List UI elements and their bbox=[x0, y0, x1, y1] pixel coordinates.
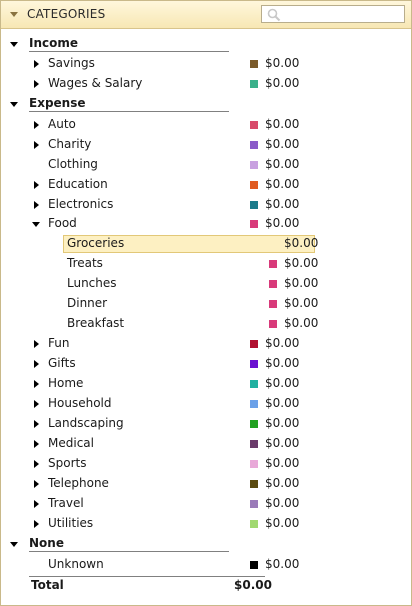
color-swatch bbox=[250, 60, 258, 68]
amount: $0.00 bbox=[284, 316, 319, 330]
amount: $0.00 bbox=[265, 416, 300, 430]
category-electronics[interactable]: Electronics bbox=[48, 197, 114, 211]
expand-telephone-icon[interactable] bbox=[34, 480, 39, 488]
expand-education-icon[interactable] bbox=[34, 181, 39, 189]
color-swatch bbox=[250, 360, 258, 368]
expand-travel-icon[interactable] bbox=[34, 500, 39, 508]
color-swatch bbox=[250, 460, 258, 468]
amount: $0.00 bbox=[265, 356, 300, 370]
expand-auto-icon[interactable] bbox=[34, 121, 39, 129]
color-swatch bbox=[250, 440, 258, 448]
color-swatch bbox=[250, 500, 258, 508]
expand-charity-icon[interactable] bbox=[34, 141, 39, 149]
category-savings[interactable]: Savings bbox=[48, 56, 95, 70]
amount: $0.00 bbox=[284, 236, 319, 250]
amount: $0.00 bbox=[265, 76, 300, 90]
color-swatch bbox=[250, 420, 258, 428]
color-swatch bbox=[250, 161, 258, 169]
expand-fun-icon[interactable] bbox=[34, 340, 39, 348]
amount: $0.00 bbox=[265, 516, 300, 530]
search-icon bbox=[267, 8, 281, 22]
amount: $0.00 bbox=[265, 476, 300, 490]
category-household[interactable]: Household bbox=[48, 396, 112, 410]
category-dinner[interactable]: Dinner bbox=[67, 296, 108, 310]
category-sports[interactable]: Sports bbox=[48, 456, 87, 470]
expand-electronics-icon[interactable] bbox=[34, 201, 39, 209]
category-medical[interactable]: Medical bbox=[48, 436, 94, 450]
amount: $0.00 bbox=[284, 296, 319, 310]
color-swatch bbox=[250, 141, 258, 149]
expand-landscaping-icon[interactable] bbox=[34, 420, 39, 428]
group-divider bbox=[29, 551, 229, 552]
category-breakfast[interactable]: Breakfast bbox=[67, 316, 125, 330]
color-swatch bbox=[250, 220, 258, 228]
panel-header bbox=[1, 1, 411, 29]
amount: $0.00 bbox=[265, 336, 300, 350]
color-swatch bbox=[250, 181, 258, 189]
collapse-expense-icon[interactable] bbox=[10, 102, 18, 107]
amount: $0.00 bbox=[284, 276, 319, 290]
category-gifts[interactable]: Gifts bbox=[48, 356, 76, 370]
amount: $0.00 bbox=[265, 117, 300, 131]
total-amount: $0.00 bbox=[234, 578, 272, 592]
group-divider bbox=[29, 51, 229, 52]
category-landscaping[interactable]: Landscaping bbox=[48, 416, 124, 430]
category-charity[interactable]: Charity bbox=[48, 137, 92, 151]
total-divider bbox=[29, 576, 265, 577]
group-divider bbox=[29, 111, 229, 112]
panel-title: CATEGORIES bbox=[27, 7, 106, 21]
category-unknown[interactable]: Unknown bbox=[48, 557, 104, 571]
amount: $0.00 bbox=[265, 456, 300, 470]
amount: $0.00 bbox=[265, 197, 300, 211]
group-income[interactable]: Income bbox=[29, 36, 79, 50]
category-clothing[interactable]: Clothing bbox=[48, 157, 98, 171]
total-label: Total bbox=[31, 578, 64, 592]
category-utilities[interactable]: Utilities bbox=[48, 516, 94, 530]
expand-medical-icon[interactable] bbox=[34, 440, 39, 448]
category-food[interactable]: Food bbox=[48, 216, 77, 230]
color-swatch bbox=[250, 561, 258, 569]
category-treats[interactable]: Treats bbox=[67, 256, 103, 270]
color-swatch bbox=[250, 380, 258, 388]
color-swatch bbox=[250, 201, 258, 209]
expand-utilities-icon[interactable] bbox=[34, 520, 39, 528]
expand-home-icon[interactable] bbox=[34, 380, 39, 388]
category-home[interactable]: Home bbox=[48, 376, 84, 390]
amount: $0.00 bbox=[265, 137, 300, 151]
category-fun[interactable]: Fun bbox=[48, 336, 70, 350]
group-expense[interactable]: Expense bbox=[29, 96, 86, 110]
color-swatch bbox=[269, 320, 277, 328]
group-none[interactable]: None bbox=[29, 536, 64, 550]
category-groceries[interactable]: Groceries bbox=[67, 236, 125, 250]
color-swatch bbox=[269, 260, 277, 268]
amount: $0.00 bbox=[265, 56, 300, 70]
amount: $0.00 bbox=[265, 436, 300, 450]
category-wages-salary[interactable]: Wages & Salary bbox=[48, 76, 143, 90]
expand-household-icon[interactable] bbox=[34, 400, 39, 408]
color-swatch bbox=[250, 121, 258, 129]
color-swatch bbox=[250, 340, 258, 348]
amount: $0.00 bbox=[284, 256, 319, 270]
amount: $0.00 bbox=[265, 396, 300, 410]
collapse-none-icon[interactable] bbox=[10, 542, 18, 547]
search-input[interactable] bbox=[261, 5, 405, 23]
category-auto[interactable]: Auto bbox=[48, 117, 76, 131]
amount: $0.00 bbox=[265, 157, 300, 171]
color-swatch bbox=[269, 280, 277, 288]
category-travel[interactable]: Travel bbox=[48, 496, 84, 510]
amount: $0.00 bbox=[265, 496, 300, 510]
collapse-food-icon[interactable] bbox=[32, 222, 40, 227]
color-swatch bbox=[269, 300, 277, 308]
color-swatch bbox=[250, 480, 258, 488]
amount: $0.00 bbox=[265, 177, 300, 191]
expand-gifts-icon[interactable] bbox=[34, 360, 39, 368]
amount: $0.00 bbox=[265, 376, 300, 390]
expand-wages-icon[interactable] bbox=[34, 80, 39, 88]
collapse-panel-icon[interactable] bbox=[10, 12, 18, 17]
color-swatch bbox=[250, 400, 258, 408]
color-swatch bbox=[250, 80, 258, 88]
category-lunches[interactable]: Lunches bbox=[67, 276, 117, 290]
amount: $0.00 bbox=[265, 216, 300, 230]
amount: $0.00 bbox=[265, 557, 300, 571]
color-swatch bbox=[250, 520, 258, 528]
expand-savings-icon[interactable] bbox=[34, 60, 39, 68]
collapse-income-icon[interactable] bbox=[10, 42, 18, 47]
category-telephone[interactable]: Telephone bbox=[48, 476, 109, 490]
expand-sports-icon[interactable] bbox=[34, 460, 39, 468]
category-education[interactable]: Education bbox=[48, 177, 108, 191]
